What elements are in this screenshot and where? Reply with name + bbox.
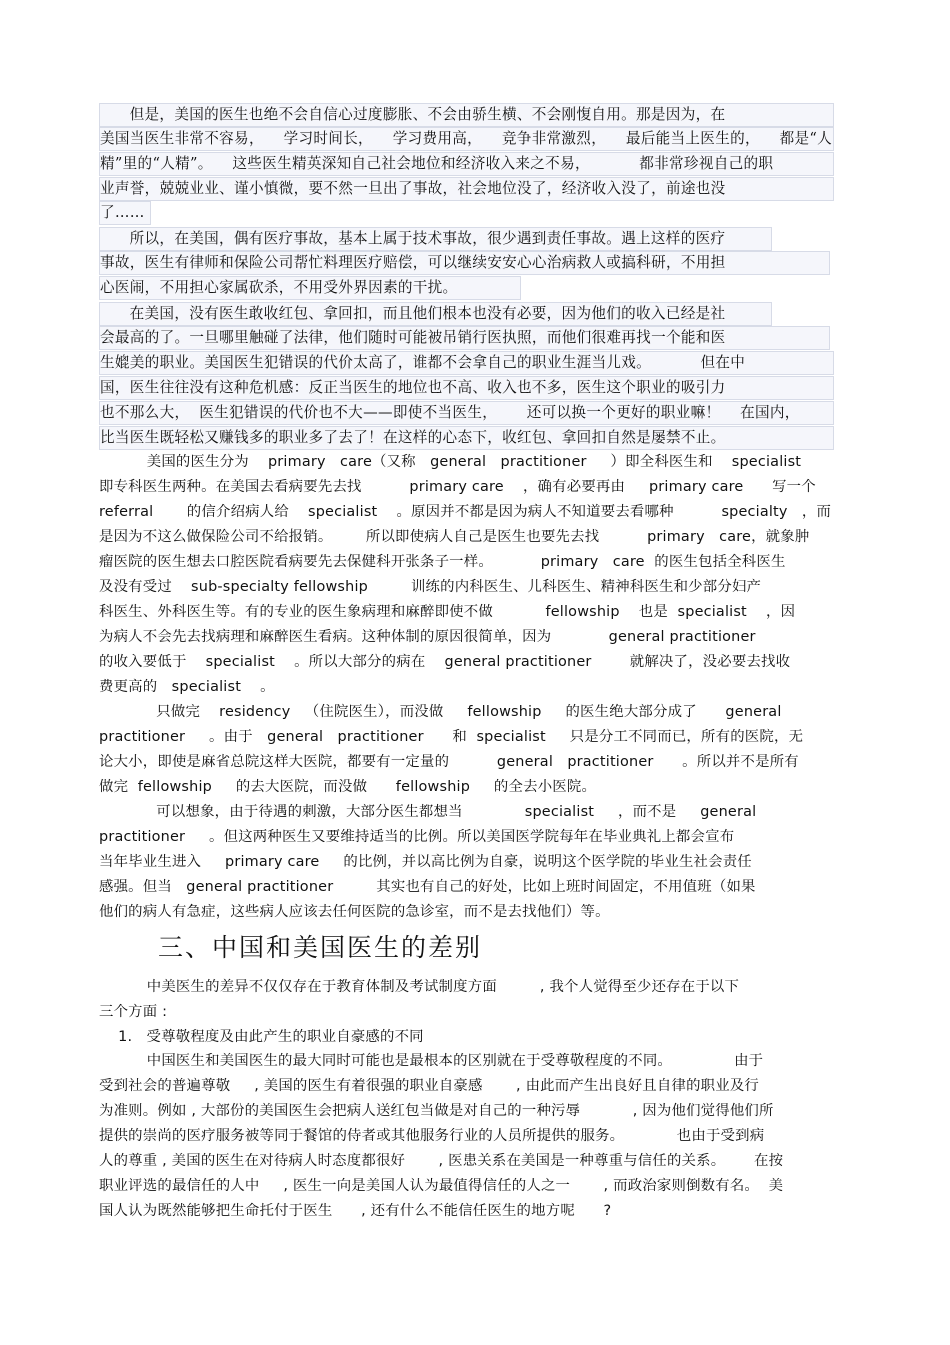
paragraph-line: 美国当医生非常不容易， 学习时间长， 学习费用高， 竞争非常激烈， 最后能当上医生的， 都是“人: [99, 127, 834, 151]
paragraph-line: 感强。但当 general practitioner 其实也有自己的好处，比如上班时间固定，不用值班（如果: [99, 879, 756, 895]
paragraph-line: 瘤医院的医生想去口腔医院看病要先去保健科开张条子一样。 primary care 的医生包括全科医生: [99, 554, 786, 570]
paragraph-line: 科医生、外科医生等。有的专业的医生象病理和麻醉即使不做 fellowship 也是 specialist ，因: [99, 604, 796, 620]
paragraph-line: 即专科医生两种。在美国去看病要先去找 primary care ，确有必要再由 primary care 写一个: [99, 479, 816, 495]
paragraph-line: 也不那么大， 医生犯错误的代价也不大——即使不当医生， 还可以换一个更好的职业嘛！ 在国内，: [99, 401, 834, 425]
paragraph-line: 但是，美国的医生也绝不会自信心过度膨胀、不会由骄生横、不会刚愎自用。那是因为，在: [99, 103, 834, 127]
paragraph-line: 提供的崇尚的医疗服务被等同于餐馆的侍者或其他服务行业的人员所提供的服务。 也由于受到病: [99, 1128, 765, 1144]
paragraph-line: 当年毕业生进入 primary care 的比例，并以高比例为自豪，说明这个医学院的毕业生社会责任: [99, 854, 752, 870]
list-item: 1. 受尊敬程度及由此产生的职业自豪感的不同: [99, 1029, 424, 1045]
paragraph-line: 可以想象，由于待遇的刺激，大部分医生都想当 specialist ，而不是 general: [99, 804, 757, 820]
paragraph-line: 国，医生往往没有这种危机感：反正当医生的地位也不高、收入也不多，医生这个职业的吸引力: [99, 376, 834, 400]
paragraph-line: 所以，在美国，偶有医疗事故，基本上属于技术事故，很少遇到责任事故。遇上这样的医疗: [99, 227, 772, 251]
paragraph-line: 中美医生的差异不仅仅存在于教育体制及考试制度方面 , 我个人觉得至少还存在于以下: [99, 979, 740, 995]
paragraph-line: 业声誉，兢兢业业、谨小慎微，要不然一旦出了事故，社会地位没了，经济收入没了，前途也没: [99, 177, 834, 201]
paragraph-line: 他们的病人有急症，这些病人应该去任何医院的急诊室，而不是去找他们）等。: [99, 904, 610, 920]
paragraph-line: 受到社会的普遍尊敬 , 美国的医生有着很强的职业自豪感 , 由此而产生出良好且自律的职业及行: [99, 1078, 760, 1094]
paragraph-line: 费更高的 specialist 。: [99, 679, 275, 695]
section-heading: 三、中国和美国医生的差别: [158, 933, 483, 962]
paragraph-line: 国人认为既然能够把生命托付于医生 , 还有什么不能信任医生的地方呢 ?: [99, 1203, 612, 1219]
paragraph-line: 只做完 residency （住院医生），而没做 fellowship 的医生绝大部分成了 general: [99, 704, 782, 720]
paragraph-line: 三个方面 :: [99, 1004, 168, 1020]
paragraph-line: 做完 fellowship 的去大医院，而没做 fellowship 的全去小医院。: [99, 779, 597, 795]
paragraph-line: practitioner 。但这两种医生又要维持适当的比例。所以美国医学院每年在毕业典礼上都会宣布: [99, 829, 735, 845]
paragraph-line: 精”里的“人精”。 这些医生精英深知自己社会地位和经济收入来之不易， 都非常珍视自己的职: [99, 152, 834, 176]
paragraph-line: 生媲美的职业。美国医生犯错误的代价太高了，谁都不会拿自己的职业生涯当儿戏。 但在中: [99, 351, 834, 375]
paragraph-line: 论大小，即使是麻省总院这样大医院，都要有一定量的 general practitioner 。所以并不是所有: [99, 754, 799, 770]
paragraph-line: 比当医生既轻松又赚钱多的职业多了去了！在这样的心态下，收红包、拿回扣自然是屡禁不止。: [99, 426, 834, 450]
paragraph-line: 中国医生和美国医生的最大同时可能也是最根本的区别就在于受尊敬程度的不同。 由于: [99, 1053, 764, 1069]
paragraph-line: 了……: [99, 201, 151, 225]
paragraph-line: referral 的信介绍病人给 specialist 。原因并不都是因为病人不知道要去看哪种 specialty ，而: [99, 504, 832, 520]
paragraph-line: 事故，医生有律师和保险公司帮忙料理医疗赔偿，可以继续安安心心治病救人或搞科研，不用担: [99, 251, 830, 275]
paragraph-line: 的收入要低于 specialist 。所以大部分的病在 general practitioner 就解决了，没必要去找收: [99, 654, 791, 670]
paragraph-line: 为病人不会先去找病理和麻醉医生看病。这种体制的原因很简单，因为 general practitioner: [99, 629, 756, 645]
paragraph-line: 在美国，没有医生敢收红包、拿回扣，而且他们根本也没有必要，因为他们的收入已经是社: [99, 302, 772, 326]
paragraph-line: 人的尊重 , 美国的医生在对待病人时态度都很好 , 医患关系在美国是一种尊重与信任的关系。 在按: [99, 1153, 784, 1169]
paragraph-line: 是因为不这么做保险公司不给报销。 所以即使病人自己是医生也要先去找 primary care，就象肿: [99, 529, 810, 545]
paragraph-line: 美国的医生分为 primary care（又称 general practitioner ）即全科医生和 specialist: [99, 454, 802, 470]
paragraph-line: 及没有受过 sub-specialty fellowship 训练的内科医生、儿科医生、精神科医生和少部分妇产: [99, 579, 762, 595]
paragraph-line: practitioner 。由于 general practitioner 和 specialist 只是分工不同而已，所有的医院，无: [99, 729, 804, 745]
paragraph-line: 为准则。例如 , 大部份的美国医生会把病人送红包当做是对自己的一种污辱 , 因为他们觉得他们所: [99, 1103, 774, 1119]
paragraph-line: 职业评选的最信任的人中 , 医生一向是美国人认为最值得信任的人之一 , 而政治家则倒数有名。 美: [99, 1178, 784, 1194]
paragraph-line: 心医闹，不用担心家属砍杀，不用受外界因素的干扰。: [99, 276, 521, 300]
paragraph-line: 会最高的了。一旦哪里触碰了法律，他们随时可能被吊销行医执照，而他们很难再找一个能和医: [99, 326, 830, 350]
